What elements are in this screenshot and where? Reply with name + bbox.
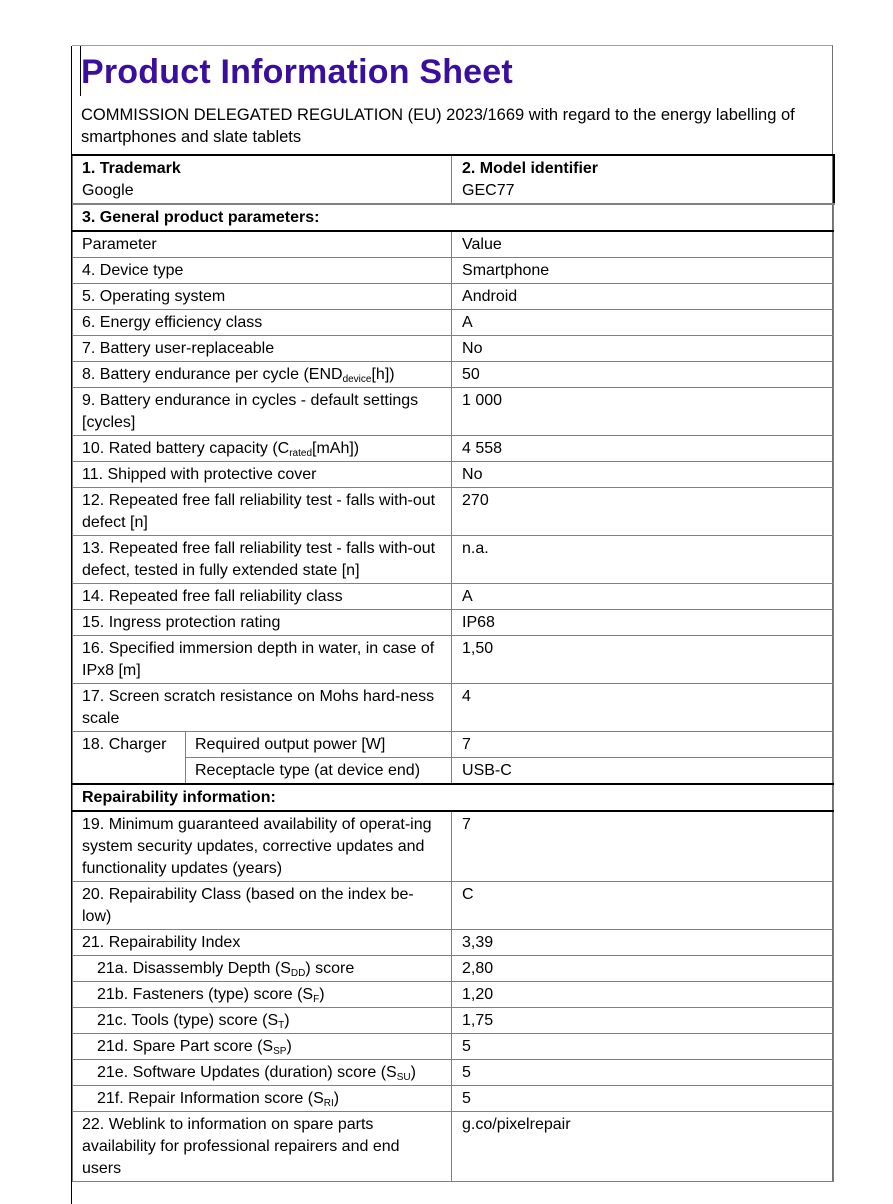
sub-score-value: 2,80 [452, 956, 834, 982]
label-text: [mAh]) [312, 440, 360, 457]
label-text: 8. Battery endurance per cycle (END [82, 366, 343, 383]
label-text: 10. Rated battery capacity (C [82, 440, 290, 457]
model-label: 2. Model identifier [462, 160, 599, 177]
sub-score-row [73, 1060, 834, 1086]
label-text: ) score [305, 960, 355, 977]
param-label: 12. Repeated free fall reliability test - falls with-out defect [n] [73, 488, 452, 536]
column-header-row [73, 231, 834, 258]
param-value: C [452, 882, 834, 930]
label-subscript: F [313, 994, 320, 1005]
charger-label: 18. Charger [73, 732, 186, 785]
param-label: 19. Minimum guaranteed availability of operat-ing system security updates, corrective updates and functionality updates (years) [73, 811, 452, 882]
page-title: Product Information Sheet [81, 53, 513, 91]
charger-power-label: Required output power [W] [186, 732, 452, 758]
param-value: 4 [452, 684, 834, 732]
spare-parts-weblink[interactable]: g.co/pixelrepair [452, 1112, 834, 1182]
charger-receptacle-label: Receptacle type (at device end) [186, 758, 452, 785]
label-text: 21d. Spare Part score (S [97, 1038, 274, 1055]
table-row [73, 584, 834, 610]
general-section-heading-row [73, 204, 834, 231]
param-value: A [452, 310, 834, 336]
label-text: ) [410, 1064, 416, 1081]
sub-score-row [73, 1086, 834, 1112]
product-parameters-table [72, 154, 835, 1182]
model-cell [452, 155, 834, 204]
param-value: Smartphone [452, 258, 834, 284]
charger-receptacle-value: USB-C [452, 758, 834, 785]
param-label: 6. Energy efficiency class [73, 310, 452, 336]
label-text: ) [284, 1012, 290, 1029]
param-label [73, 362, 452, 388]
sheet-header [72, 46, 832, 154]
label-subscript: T [278, 1020, 285, 1031]
param-value: 3,39 [452, 930, 834, 956]
weblink-row [73, 1112, 834, 1182]
param-value: n.a. [452, 536, 834, 584]
table-row [73, 488, 834, 536]
label-subscript: rated [289, 448, 313, 459]
param-value: IP68 [452, 610, 834, 636]
product-information-sheet [72, 45, 833, 1182]
table-row [73, 811, 834, 882]
param-label: 17. Screen scratch resistance on Mohs hard-ness scale [73, 684, 452, 732]
param-value: No [452, 336, 834, 362]
sub-score-label [73, 1060, 452, 1086]
label-text: 21a. Disassembly Depth (S [97, 960, 291, 977]
param-value: 50 [452, 362, 834, 388]
param-value: A [452, 584, 834, 610]
label-subscript: SP [273, 1046, 287, 1057]
param-label: 14. Repeated free fall reliability class [73, 584, 452, 610]
param-value: 1 000 [452, 388, 834, 436]
param-value: No [452, 462, 834, 488]
table-row [73, 684, 834, 732]
identity-row [73, 155, 834, 204]
sub-score-row [73, 956, 834, 982]
label-subscript: RI [323, 1098, 334, 1109]
param-label: 9. Battery endurance in cycles - default settings [cycles] [73, 388, 452, 436]
param-label: 7. Battery user-replaceable [73, 336, 452, 362]
table-row [73, 258, 834, 284]
section-heading: Repairability information: [73, 784, 834, 811]
sub-score-row [73, 1034, 834, 1060]
sub-score-value: 5 [452, 1060, 834, 1086]
sub-score-value: 5 [452, 1086, 834, 1112]
label-text: ) [333, 1090, 340, 1107]
table-row [73, 930, 834, 956]
param-label: 16. Specified immersion depth in water, in case of IPx8 [m] [73, 636, 452, 684]
sub-score-row [73, 1008, 834, 1034]
table-row [73, 882, 834, 930]
table-row [73, 310, 834, 336]
weblink-label: 22. Weblink to information on spare parts availability for professional repairers and end users [73, 1112, 452, 1182]
regulation-subtitle: COMMISSION DELEGATED REGULATION (EU) 2023/1669 with regard to the energy labelling of smartphones and slate tablets [81, 106, 795, 146]
sub-score-label [73, 982, 452, 1008]
table-row [73, 636, 834, 684]
sub-score-value: 5 [452, 1034, 834, 1060]
sub-score-value: 1,75 [452, 1008, 834, 1034]
param-label: 21. Repairability Index [73, 930, 452, 956]
label-text: 21c. Tools (type) score (S [97, 1012, 279, 1029]
charger-receptacle-row [73, 758, 834, 785]
param-label: 4. Device type [73, 258, 452, 284]
param-label: 20. Repairability Class (based on the index be-low) [73, 882, 452, 930]
label-text: ) [319, 986, 325, 1003]
model-value: GEC77 [462, 182, 515, 199]
param-label: 11. Shipped with protective cover [73, 462, 452, 488]
sub-score-label [73, 1008, 452, 1034]
table-row [73, 284, 834, 310]
label-text: ) [286, 1038, 292, 1055]
table-row [73, 336, 834, 362]
label-text: 21b. Fasteners (type) score (S [97, 986, 314, 1003]
label-text: [h]) [371, 366, 395, 383]
repair-section-heading-row [73, 784, 834, 811]
table-row [73, 610, 834, 636]
table-row [73, 536, 834, 584]
table-row [73, 362, 834, 388]
table-row [73, 462, 834, 488]
param-label: 5. Operating system [73, 284, 452, 310]
label-subscript: SU [396, 1072, 411, 1083]
table-row [73, 388, 834, 436]
column-header-value: Value [452, 231, 834, 258]
trademark-cell [73, 155, 452, 204]
param-value: Android [452, 284, 834, 310]
trademark-label: 1. Trademark [82, 160, 181, 177]
label-text: 21e. Software Updates (duration) score (S [97, 1064, 397, 1081]
label-subscript: DD [290, 968, 306, 979]
param-label: 13. Repeated free fall reliability test - falls with-out defect, tested in fully extended state [n] [73, 536, 452, 584]
param-value: 4 558 [452, 436, 834, 462]
sub-score-label [73, 1034, 452, 1060]
sub-score-value: 1,20 [452, 982, 834, 1008]
column-header-parameter: Parameter [73, 231, 452, 258]
label-text: 21f. Repair Information score (S [97, 1090, 324, 1107]
trademark-value: Google [82, 182, 134, 199]
param-label [73, 436, 452, 462]
charger-power-row [73, 732, 834, 758]
sub-score-label [73, 1086, 452, 1112]
label-subscript: device [342, 374, 372, 385]
param-value: 7 [452, 811, 834, 882]
section-heading: 3. General product parameters: [73, 204, 834, 231]
table-row [73, 436, 834, 462]
sub-score-label [73, 956, 452, 982]
param-value: 270 [452, 488, 834, 536]
charger-power-value: 7 [452, 732, 834, 758]
param-value: 1,50 [452, 636, 834, 684]
sub-score-row [73, 982, 834, 1008]
param-label: 15. Ingress protection rating [73, 610, 452, 636]
